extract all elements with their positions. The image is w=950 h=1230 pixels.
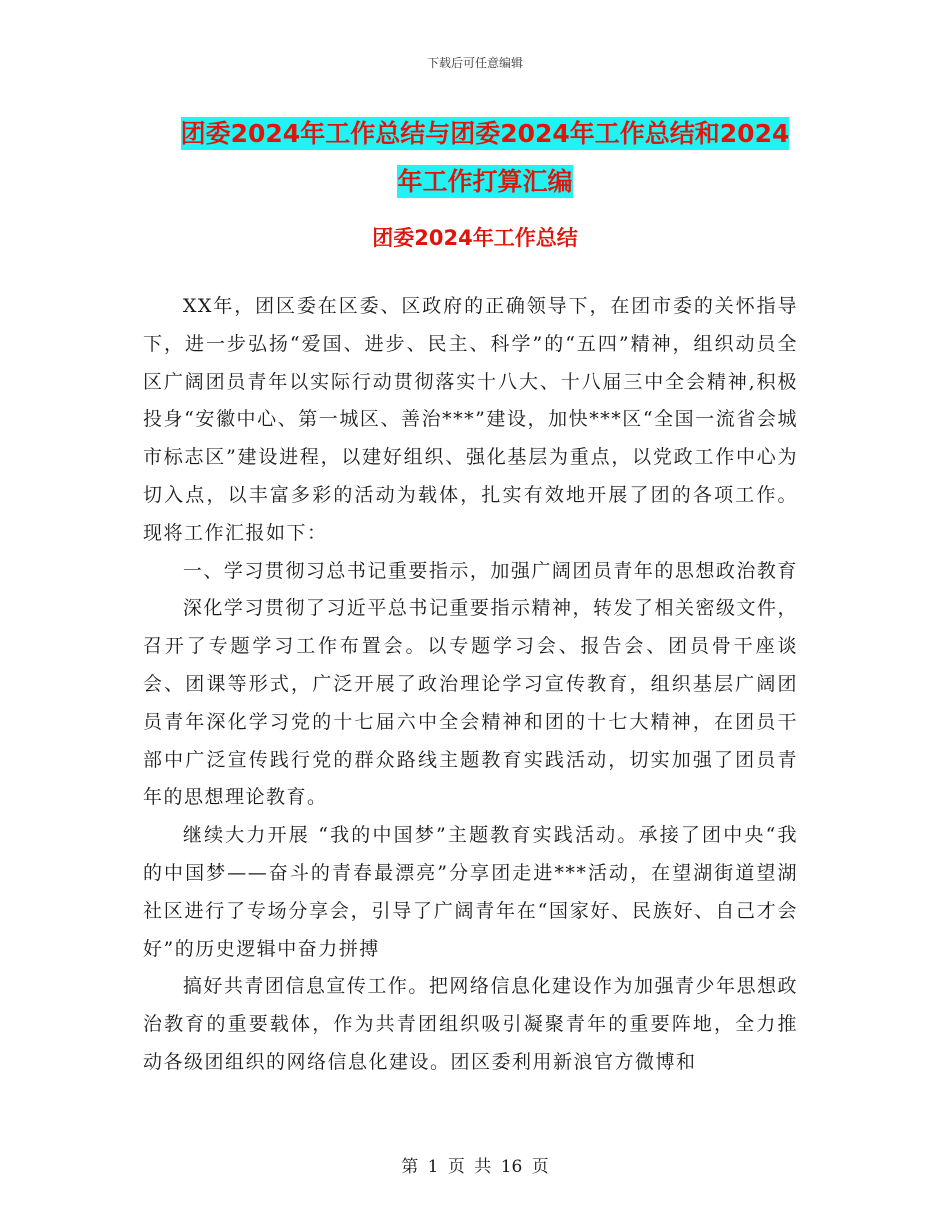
paragraph: 搞好共青团信息宣传工作。把网络信息化建设作为加强青少年思想政治教育的重要载体，作为共青团组织吸引凝聚青年的重要阵地，全力推动各级团组织的网络信息化建设。团区委利用新浪官方微博和 — [143, 975, 798, 1073]
document-title-line-2: 年工作打算汇编 — [397, 167, 573, 196]
document-body — [143, 288, 798, 1082]
document-title — [145, 110, 825, 206]
paragraph-intro: XX年，团区委在区委、区政府的正确领导下，在团市委的关怀指导下，进一步弘扬“爱国、进步、民主、科学”的“五四”精神，组织动员全区广阔团员青年以实际行动贯彻落实十八大、十八届三中全会精神,积极投身“安徽中心、第一城区、善治***”建设，加快***区“全国一流省会城市标志区”建设进程，以建好组织、强化基层为重点，以党政工作中心为切入点，以丰富多彩的活动为载体，扎实有效地开展了团的各项工作。现将工作汇报如下： — [143, 295, 798, 544]
document-title-line-1: 团委2024年工作总结与团委2024年工作总结和2024 — [180, 119, 790, 148]
paragraph: 深化学习贯彻了习近平总书记重要指示精神，转发了相关密级文件，召开了专题学习工作布置会。以专题学习会、报告会、团员骨干座谈会、团课等形式，广泛开展了政治理论学习宣传教育，组织基层广阔团员青年深化学习党的十七届六中全会精神和团的十七大精神，在团员干部中广泛宣传践行党的群众路线主题教育实践活动，切实加强了团员青年的思想理论教育。 — [143, 597, 798, 809]
section-title: 团委2024年工作总结 — [372, 226, 578, 250]
paragraph: 继续大力开展 “我的中国梦”主题教育实践活动。承接了团中央“我的中国梦——奋斗的青春最漂亮”分享团走进***活动，在望湖街道望湖社区进行了专场分享会，引导了广阔青年在“国家好、民族好、自己才会好”的历史逻辑中奋力拼搏 — [143, 824, 798, 960]
paragraph-heading-1: 一、学习贯彻习总书记重要指示，加强广阔团员青年的思想政治教育 — [182, 559, 798, 582]
page-number: 第 1 页 共 16 页 — [401, 1157, 549, 1177]
page-header-note: 下载后可任意编辑 — [426, 56, 523, 70]
